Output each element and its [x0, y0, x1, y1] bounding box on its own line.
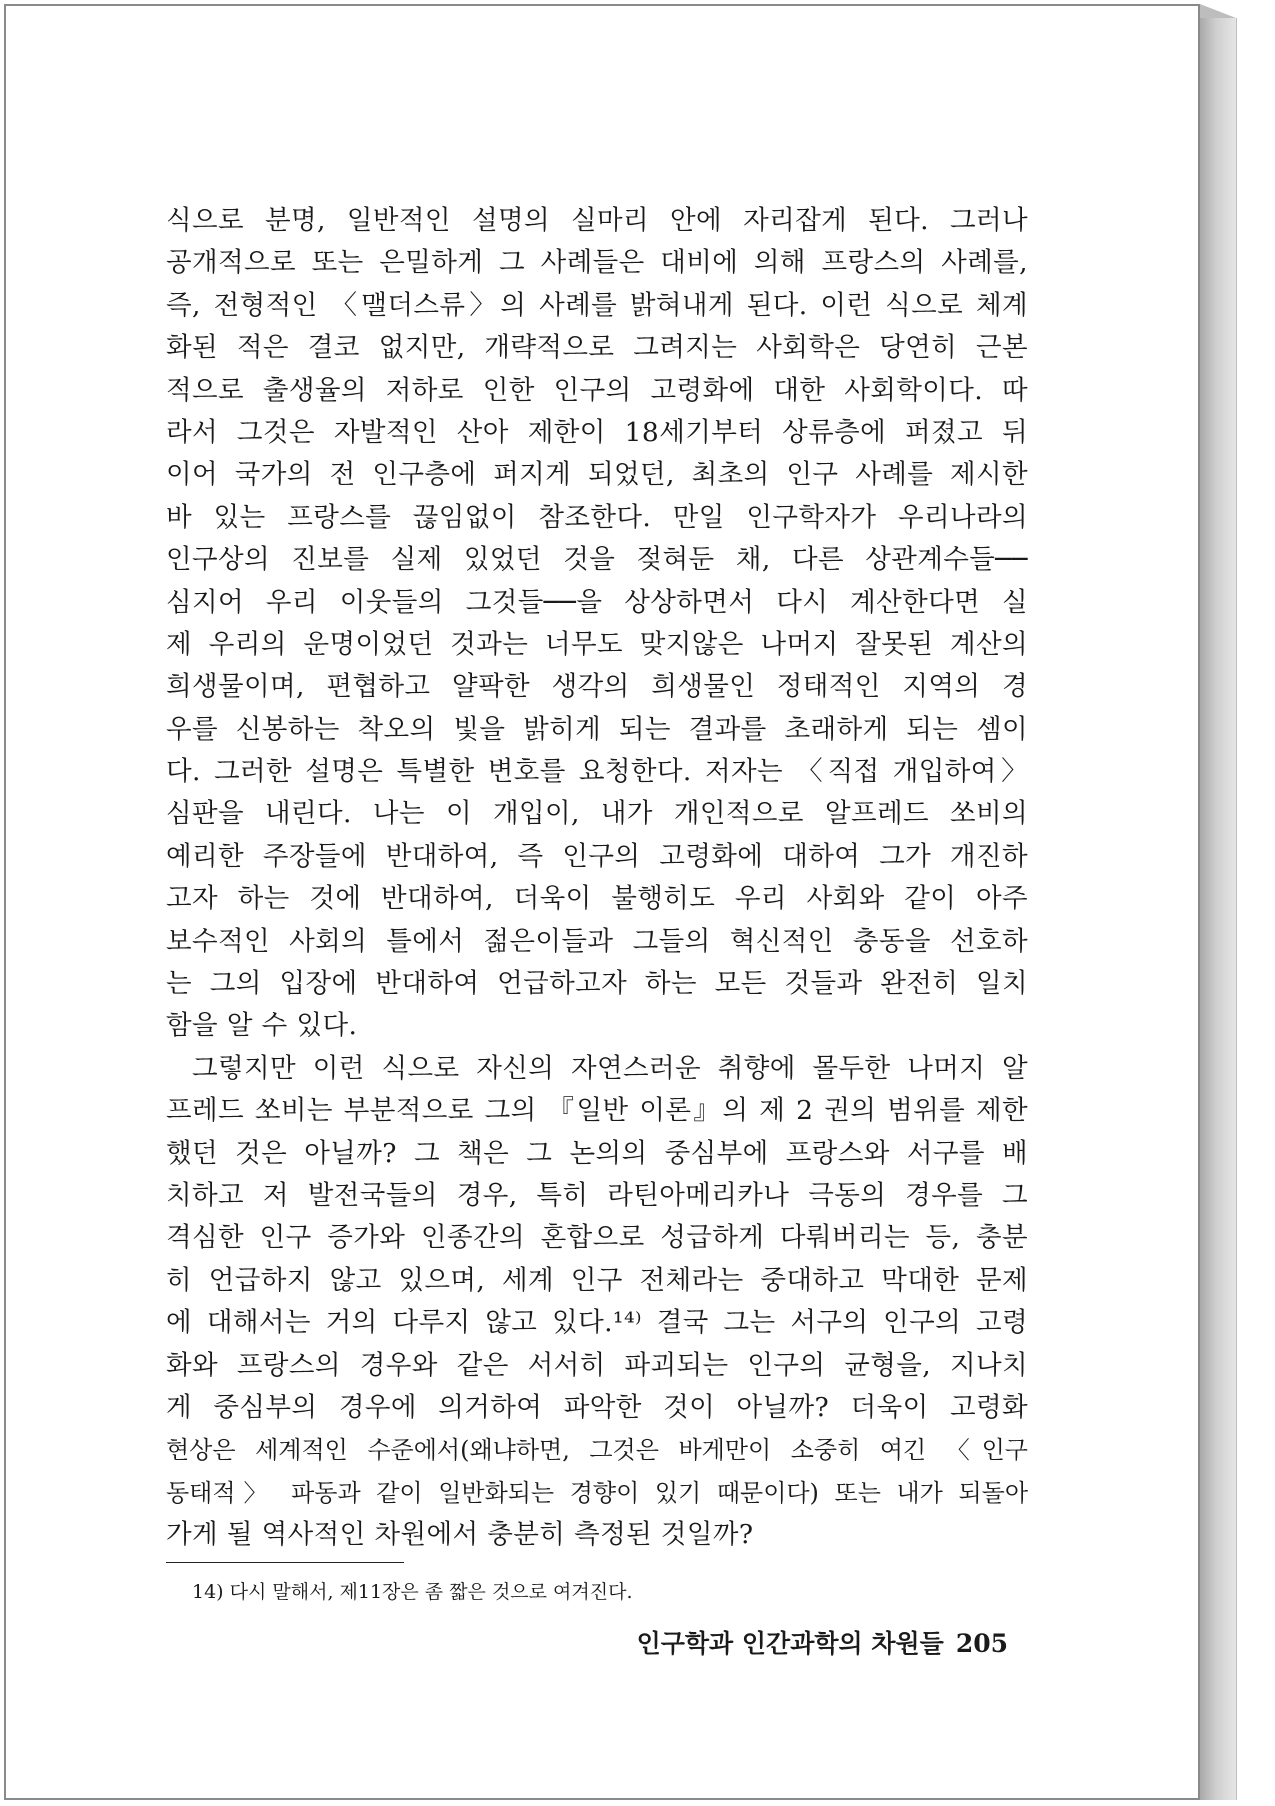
text-line: 적으로 출생율의 저하로 인한 인구의 고령화에 대한 사회학이다. 따	[166, 374, 1028, 406]
text-line: 현상은 세계적인 수준에서(왜냐하면, 그것은 바게만이 소중히 여긴 〈인구	[166, 1436, 1028, 1465]
text-line: 희생물이며, 편협하고 얄팍한 생각의 희생물인 정태적인 지역의 경	[166, 671, 1028, 703]
text-line: 동태적〉 파동과 같이 일반화되는 경향이 있기 때문이다) 또는 내가 되돌아	[166, 1478, 1028, 1507]
text-line: 다. 그러한 설명은 특별한 변호를 요청한다. 저자는 〈직접 개입하여〉	[166, 756, 1028, 788]
text-line: 에 대해서는 거의 다루지 않고 있다.¹⁴⁾ 결국 그는 서구의 인구의 고령	[166, 1307, 1028, 1339]
text-line: 했던 것은 아닐까? 그 책은 그 논의의 중심부에 프랑스와 서구를 배	[166, 1137, 1028, 1169]
text-line: 화된 적은 결코 없지만, 개략적으로 그려지는 사회학은 당연히 근본	[166, 332, 1028, 364]
footnote-rule	[166, 1562, 404, 1563]
text-line: 프레드 쏘비는 부분적으로 그의 『일반 이론』의 제 2 권의 범위를 제한	[166, 1095, 1028, 1127]
text-line: 보수적인 사회의 틀에서 젊은이들과 그들의 혁신적인 충동을 선호하	[166, 925, 1028, 957]
text-line: 심판을 내린다. 나는 이 개입이, 내가 개인적으로 알프레드 쏘비의	[166, 798, 1028, 830]
text-line: 화와 프랑스의 경우와 같은 서서히 파괴되는 인구의 균형을, 지나치	[166, 1349, 1028, 1381]
paragraph-2	[166, 1048, 1028, 1557]
text-line: 심지어 우리 이웃들의 그것들──을 상상하면서 다시 계산한다면 실	[166, 586, 1028, 618]
text-line: 함을 알 수 있다.	[166, 1010, 358, 1042]
text-line: 제 우리의 운명이었던 것과는 너무도 맞지않은 나머지 잘못된 계산의	[166, 628, 1028, 660]
text-line: 게 중심부의 경우에 의거하여 파악한 것이 아닐까? 더욱이 고령화	[166, 1391, 1028, 1423]
page-edge-top	[1200, 4, 1236, 18]
text-line: 격심한 인구 증가와 인종간의 혼합으로 성급하게 다뤄버리는 등, 충분	[166, 1222, 1028, 1254]
text-line: 이어 국가의 전 인구층에 퍼지게 되었던, 최초의 인구 사례를 제시한	[166, 459, 1028, 491]
text-line: 공개적으로 또는 은밀하게 그 사례들은 대비에 의해 프랑스의 사례를,	[166, 247, 1028, 279]
text-line: 인구상의 진보를 실제 있었던 것을 젖혀둔 채, 다른 상관계수들──	[166, 544, 1028, 576]
page-edge-shadow	[1200, 18, 1237, 1800]
running-title: 인구학과 인간과학의 차원들	[636, 1629, 944, 1658]
text-line: 식으로 분명, 일반적인 설명의 실마리 안에 자리잡게 된다. 그러나	[166, 205, 1028, 236]
text-line: 우를 신봉하는 착오의 빛을 밝히게 되는 결과를 초래하게 되는 셈이	[166, 713, 1028, 745]
text-line: 히 언급하지 않고 있으며, 세계 인구 전체라는 중대하고 막대한 문제	[166, 1264, 1028, 1296]
footnote: 14) 다시 말해서, 제11장은 좀 짧은 것으로 여겨진다.	[192, 1581, 633, 1603]
page-number: 205	[955, 1629, 1008, 1658]
text-line: 는 그의 입장에 반대하여 언급하고자 하는 모든 것들과 완전히 일치	[166, 968, 1028, 1000]
paragraph-1	[166, 200, 1028, 1048]
text-line: 라서 그것은 자발적인 산아 제한이 18세기부터 상류층에 퍼졌고 뒤	[166, 416, 1028, 448]
text-line: 고자 하는 것에 반대하여, 더욱이 불행히도 우리 사회와 같이 아주	[166, 883, 1028, 915]
text-line: 예리한 주장들에 반대하여, 즉 인구의 고령화에 대하여 그가 개진하	[166, 840, 1028, 872]
text-line: 즉, 전형적인 〈맬더스류〉의 사례를 밝혀내게 된다. 이런 식으로 체계	[166, 289, 1028, 321]
text-line: 치하고 저 발전국들의 경우, 특히 라틴아메리카나 극동의 경우를 그	[166, 1179, 1028, 1211]
text-line: 그렇지만 이런 식으로 자신의 자연스러운 취향에 몰두한 나머지 알	[192, 1052, 1028, 1084]
running-footer	[620, 1626, 1008, 1662]
text-line: 가게 될 역사적인 차원에서 충분히 측정된 것일까?	[166, 1519, 754, 1551]
text-line: 바 있는 프랑스를 끊임없이 참조한다. 만일 인구학자가 우리나라의	[166, 501, 1028, 533]
body-text	[166, 200, 1028, 1557]
